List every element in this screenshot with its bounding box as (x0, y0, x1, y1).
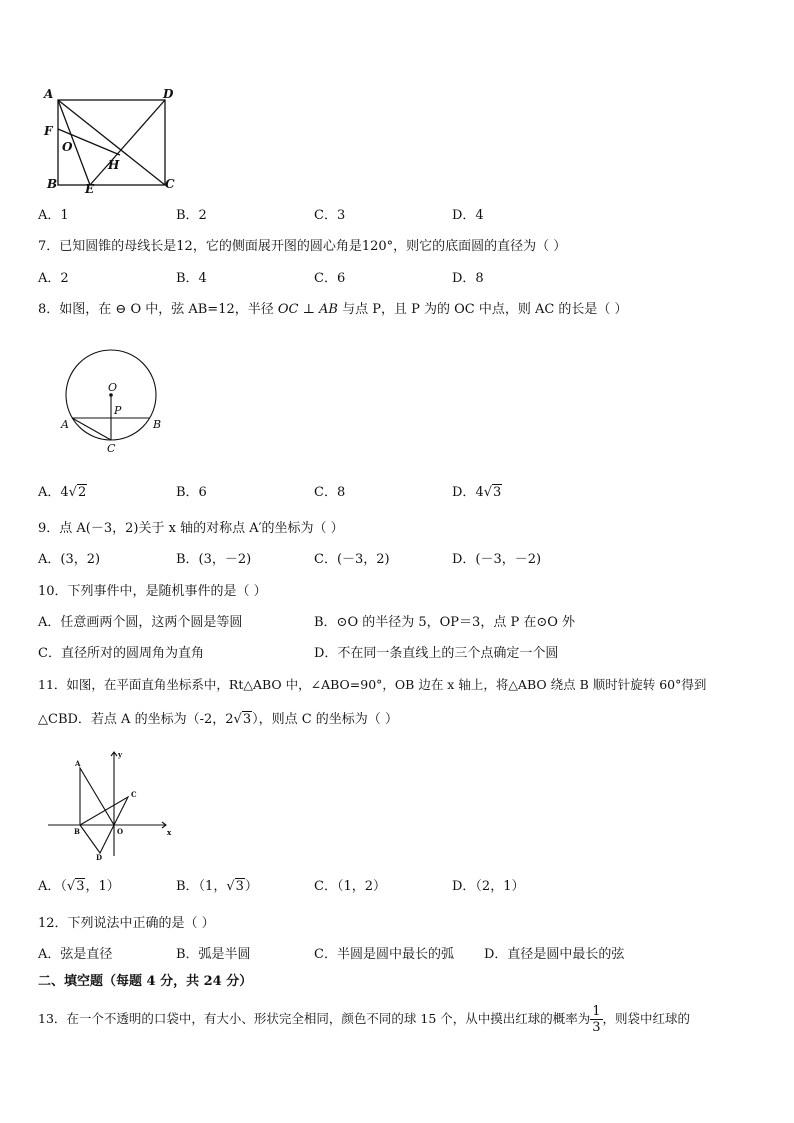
label-o: O (62, 140, 73, 154)
q13-stem-part1: 13．在一个不透明的口袋中，有大小、形状完全相同，颜色不同的球 15 个，从中摸出红球的概率为 (38, 1011, 591, 1026)
q11-option-d[interactable]: D．（2，1） (452, 879, 525, 894)
label-c: C (165, 177, 175, 191)
label-x: x (167, 828, 172, 837)
q8-option-d[interactable] (452, 484, 502, 502)
q10-stem: 10．下列事件中，是随机事件的是（ ） (38, 584, 267, 599)
q11-option-b[interactable] (176, 878, 258, 896)
option-suffix: ） (244, 879, 258, 894)
coefficient: 4 (475, 485, 484, 500)
q7-option-c[interactable]: C．6 (314, 271, 346, 286)
segment-ed (90, 100, 165, 185)
label-o: O (108, 381, 118, 394)
q8-stem-part3: 与点 P，且 P 为的 OC 中点，则 AC 的长是（ ） (337, 302, 628, 317)
fraction (590, 1004, 602, 1035)
option-prefix: A．（ (38, 879, 67, 894)
label-c: C (131, 790, 137, 799)
q7-option-d[interactable]: D．8 (452, 271, 484, 286)
segment-ac (72, 418, 111, 440)
q13-stem-part2: ，则袋中红球的 (602, 1011, 691, 1026)
coefficient: 4 (60, 485, 69, 500)
option-prefix: B．（1， (176, 879, 227, 894)
label-a: A (61, 418, 69, 431)
label-o: O (117, 827, 124, 836)
denominator: 3 (592, 1020, 601, 1035)
radicand: 3 (242, 712, 252, 727)
q6-option-b[interactable]: B．2 (176, 208, 207, 223)
label-b: B (153, 418, 162, 431)
sqrt-symbol: √3 (233, 712, 252, 727)
q9-option-c[interactable]: C．(－3，2) (314, 552, 390, 567)
q13-stem (38, 1001, 690, 1037)
section-heading: 二、填空题（每题 4 分，共 24 分） (38, 974, 253, 989)
q11-figure (44, 748, 174, 860)
q7-stem: 7．已知圆锥的母线长是12，它的侧面展开图的圆心角是120°，则它的底面圆的直径为（ ） (38, 239, 567, 254)
radicand: 2 (77, 485, 87, 500)
label-p: P (114, 404, 122, 417)
label-c: C (107, 442, 116, 455)
q6-figure (40, 84, 190, 196)
q10-option-c[interactable]: C．直径所对的圆周角为直角 (38, 646, 204, 661)
q12-option-b[interactable]: B．弧是半圆 (176, 947, 251, 962)
q9-stem: 9．点 A(－3，2)关于 x 轴的对称点 A′的坐标为（ ） (38, 521, 344, 536)
q6-option-d[interactable]: D．4 (452, 208, 484, 223)
label-a: A (44, 87, 54, 101)
q8-option-b[interactable]: B．6 (176, 485, 207, 500)
sqrt-symbol: √3 (66, 879, 85, 894)
circle-symbol: ⊖ (115, 302, 127, 317)
q12-option-c[interactable]: C．半圆是圆中最长的弧 (314, 947, 454, 962)
numerator: 1 (592, 1004, 601, 1019)
q8-stem-part2: O 中，弦 AB=12，半径 (126, 302, 278, 317)
option-label: D． (452, 485, 476, 500)
q9-option-d[interactable]: D．(－3，－2) (452, 552, 542, 567)
radicand: 3 (235, 879, 244, 894)
label-e: E (85, 182, 95, 196)
q8-option-c[interactable]: C．8 (314, 485, 346, 500)
radicand: 3 (493, 485, 502, 500)
label-d: D (96, 853, 103, 860)
q9-option-a[interactable]: A．(3，2) (38, 552, 101, 567)
q8-perp-expression: OC ⊥ AB (277, 302, 338, 317)
label-b: B (74, 827, 80, 836)
q11-stem-part1: △CBD．若点 A 的坐标为（-2，2 (38, 712, 234, 727)
q8-stem (38, 301, 628, 319)
label-h: H (108, 158, 120, 172)
q8-stem-part1: 8．如图，在 (38, 302, 116, 317)
option-label: A． (38, 485, 61, 500)
triangle-abo (80, 768, 114, 825)
q6-option-c[interactable]: C．3 (314, 208, 346, 223)
q10-option-d[interactable]: D．不在同一条直线上的三个点确定一个圆 (314, 646, 559, 661)
label-d: D (163, 87, 174, 101)
q11-option-a[interactable] (38, 878, 120, 896)
q6-option-a[interactable]: A．1 (38, 208, 69, 223)
radicand: 3 (76, 879, 85, 894)
q11-stem-line1: 11．如图，在平面直角坐标系中，Rt△ABO 中，∠ABO=90°，OB 边在 x 轴上，将△ABO 绕点 B 顺时针旋转 60°得到 (38, 677, 707, 692)
sqrt-symbol: √3 (226, 879, 244, 894)
q11-option-c[interactable]: C．（1，2） (314, 879, 386, 894)
sqrt-symbol: √2 (68, 485, 87, 500)
q9-option-b[interactable]: B．(3，－2) (176, 552, 252, 567)
sqrt-symbol: √3 (483, 485, 502, 500)
q10-option-a[interactable]: A．任意画两个圆，这两个圆是等圆 (38, 615, 243, 630)
q8-figure (58, 344, 168, 460)
q12-option-a[interactable]: A．弦是直径 (38, 947, 113, 962)
q8-option-a[interactable] (38, 484, 87, 502)
q7-option-b[interactable]: B．4 (176, 271, 207, 286)
label-b: B (47, 177, 58, 191)
label-y: y (118, 750, 123, 759)
q10-option-b[interactable]: B．⊙O 的半径为 5，OP＝3，点 P 在⊙O 外 (314, 615, 576, 630)
option-suffix: ，1） (85, 879, 120, 894)
q12-option-d[interactable]: D．直径是圆中最长的弦 (484, 947, 625, 962)
label-f: F (44, 124, 53, 138)
q12-stem: 12．下列说法中正确的是（ ） (38, 916, 215, 931)
label-a: A (75, 759, 81, 768)
q11-stem-line2 (38, 711, 398, 729)
q7-option-a[interactable]: A．2 (38, 271, 69, 286)
q11-stem-part2: ），则点 C 的坐标为（ ） (252, 712, 398, 727)
